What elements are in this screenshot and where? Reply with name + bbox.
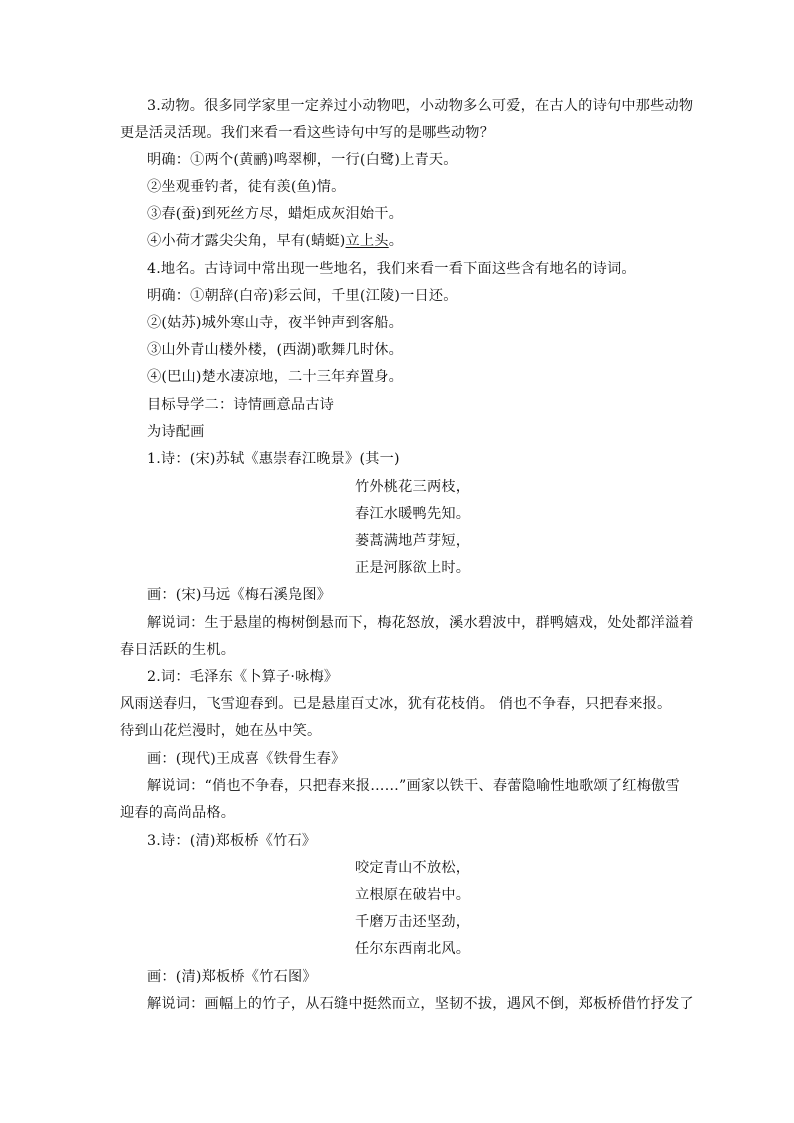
item3-poem-line-3: 千磨万击还坚劲， [355,914,471,930]
animals-answer-4-underlined: 立上头 [345,233,389,249]
animals-intro-line-1: 3.动物。很多同学家里一定养过小动物吧，小动物多么可爱，在古人的诗句中那些动物 [147,98,694,114]
item1-poem-line-2: 春江水暖鸭先知。 [355,506,471,522]
item3-poem-line-2: 立根原在破岩中。 [355,887,471,903]
item3-poem-line-1: 咬定青山不放松， [355,860,471,876]
item1-title: 1.诗：(宋)苏轼《惠崇春江晚景》(其一) [147,451,400,467]
item1-painting: 画：(宋)马远《梅石溪凫图》 [147,587,332,603]
places-answer-3: ③山外青山楼外楼，(西湖)歌舞几时休。 [147,342,404,358]
places-answer-2: ②(姑苏)城外寒山寺，夜半钟声到客船。 [147,315,404,331]
animals-intro-line-2: 更是活灵活现。我们来看一看这些诗句中写的是哪些动物？ [120,125,495,141]
animals-answer-2: ②坐观垂钓者，徒有羡(鱼)情。 [147,179,346,195]
item3-poem-line-4: 任尔东西南北风。 [355,941,471,957]
item2-commentary-line-1: 解说词：“俏也不争春，只把春来报……”画家以铁干、春蕾隐喻性地歌颂了红梅傲雪 [147,778,680,794]
goal-subheading: 为诗配画 [147,424,205,440]
item1-poem-line-1: 竹外桃花三两枝， [355,479,471,495]
item3-title: 3.诗：(清)郑板桥《竹石》 [147,833,317,849]
places-intro: 4.地名。古诗词中常出现一些地名，我们来看一看下面这些含有地名的诗词。 [147,261,636,277]
animals-answer-4 [147,232,403,250]
item3-commentary-line-1: 解说词：画幅上的竹子，从石缝中挺然而立，坚韧不拔，遇风不倒，郑板桥借竹抒发了 [147,996,694,1012]
item2-lyric-line-1: 风雨送春归，飞雪迎春到。已是悬崖百丈冰，犹有花枝俏。 俏也不争春，只把春来报。 [120,696,672,712]
animals-answer-3: ③春(蚕)到死丝方尽，蜡炬成灰泪始干。 [147,206,404,222]
animals-answer-4-main: ④小荷才露尖尖角，早有(蜻蜓) [147,233,346,249]
goal-heading: 目标导学二：诗情画意品古诗 [147,397,335,413]
item2-title: 2.词：毛泽东《卜算子·咏梅》 [147,669,339,685]
item2-commentary-line-2: 迎春的高尚品格。 [120,805,236,821]
item2-lyric-line-2: 待到山花烂漫时，她在丛中笑。 [120,723,322,739]
item1-poem-line-3: 蒌蒿满地芦芽短， [355,533,471,549]
item1-commentary-line-1: 解说词：生于悬崖的梅树倒悬而下，梅花怒放，溪水碧波中，群鸭嬉戏，处处都洋溢着 [147,615,694,631]
item1-commentary-line-2: 春日活跃的生机。 [120,642,236,658]
item3-painting: 画：(清)郑板桥《竹石图》 [147,969,317,985]
places-answer-1: 明确：①朝辞(白帝)彩云间，千里(江陵)一日还。 [147,288,458,304]
item2-painting: 画：(现代)王成喜《铁骨生春》 [147,751,346,767]
animals-answer-4-end: 。 [388,233,404,249]
item1-poem-line-4: 正是河豚欲上时。 [355,560,471,576]
places-answer-4: ④(巴山)楚水凄凉地，二十三年弃置身。 [147,369,404,385]
animals-answer-1: 明确：①两个(黄鹂)鸣翠柳，一行(白鹭)上青天。 [147,152,458,168]
